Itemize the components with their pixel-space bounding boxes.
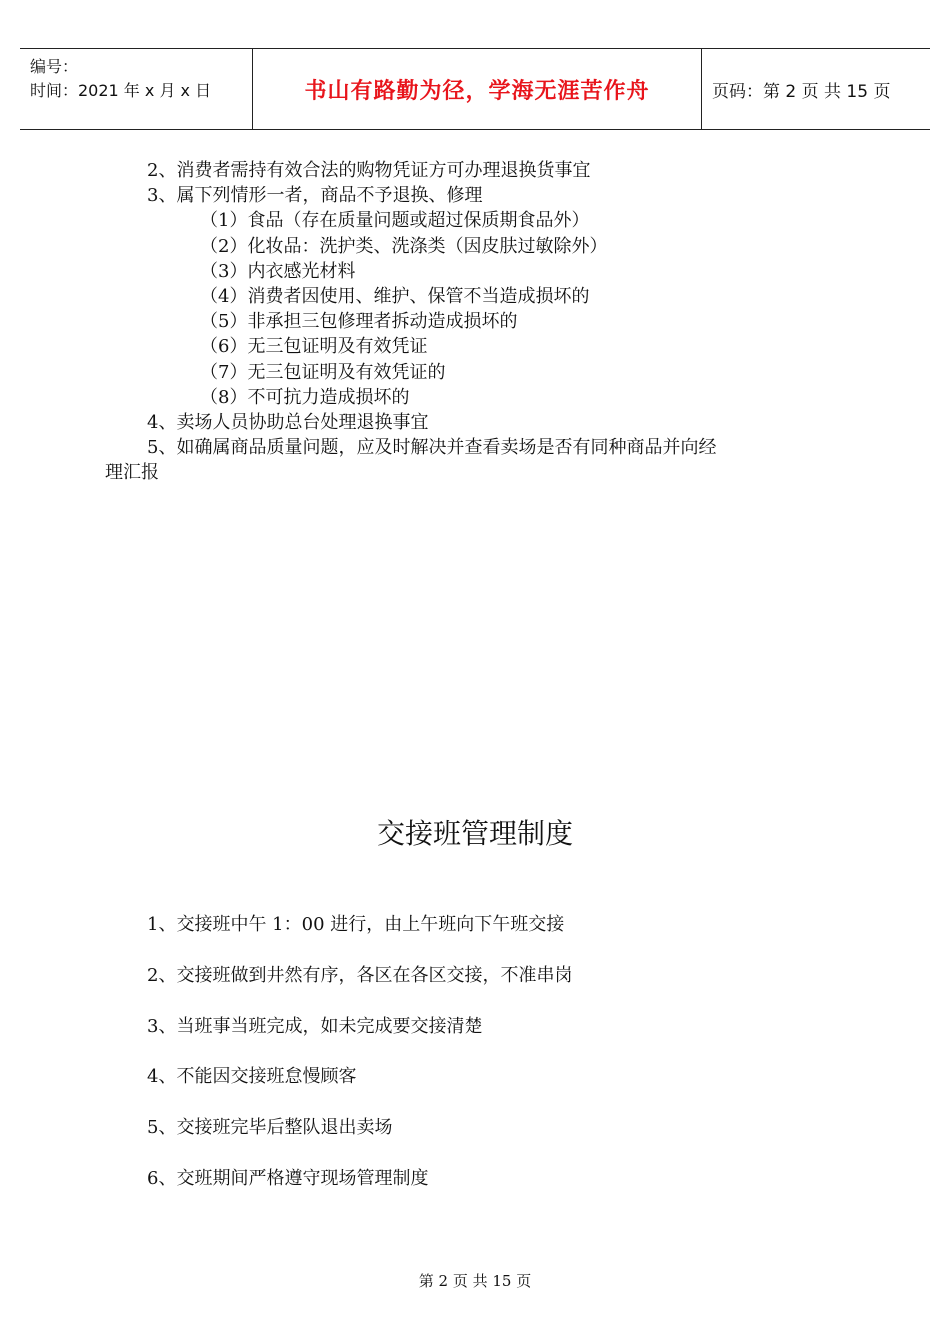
sub-list-item: （3）内衣感光材料 (200, 260, 356, 282)
sub-list-item: （4）消费者因使用、维护、保管不当造成损坏的 (200, 286, 590, 308)
rule-item: 2、交接班做到井然有序，各区在各区交接，不准串岗 (147, 964, 573, 986)
sub-list-item: （7）无三包证明及有效凭证的 (200, 361, 446, 383)
sub-list-item: （5）非承担三包修理者拆动造成损坏的 (200, 311, 518, 333)
list-item: 4、卖场人员协助总台处理退换事宜 (147, 412, 429, 434)
return-policy-section (105, 158, 865, 486)
shift-handover-rules (147, 912, 572, 1217)
rule-item: 4、不能因交接班怠慢顾客 (147, 1066, 357, 1088)
list-item-continuation: 理汇报 (105, 462, 159, 484)
page-footer: 第 2 页 共 15 页 (418, 1272, 532, 1290)
rule-item: 3、当班事当班完成，如未完成要交接清楚 (147, 1015, 483, 1037)
sub-list-item: （8）不可抗力造成损坏的 (200, 386, 410, 408)
list-item: 2、消费者需持有效合法的购物凭证方可办理退换货事宜 (147, 160, 591, 181)
sub-list-item: （2）化妆品：洗护类、洗涤类（因皮肤过敏除外） (200, 235, 608, 257)
header-page-cell (702, 49, 930, 129)
header-left-cell (20, 49, 252, 129)
page-header (20, 48, 930, 130)
header-page-label: 页码：第 2 页 共 15 页 (712, 81, 891, 102)
list-item: 3、属下列情形一者，商品不予退换、修理 (147, 185, 483, 207)
header-motto: 书山有路勤为径，学海无涯苦作舟 (304, 78, 650, 104)
section-title: 交接班管理制度 (376, 817, 573, 850)
document-time-label: 时间：2021 年 x 月 x 日 (30, 81, 212, 100)
rule-item: 6、交班期间严格遵守现场管理制度 (147, 1167, 429, 1189)
sub-list-item: （6）无三包证明及有效凭证 (200, 336, 428, 358)
sub-list-item: （1）食品（存在质量问题或超过保质期食品外） (200, 210, 590, 232)
list-item: 5、如确属商品质量问题，应及时解决并查看卖场是否有同种商品并向经 (147, 437, 717, 459)
document-number-label: 编号： (30, 57, 79, 76)
header-motto-cell (252, 49, 702, 129)
rule-item: 5、交接班完毕后整队退出卖场 (147, 1117, 393, 1139)
rule-item: 1、交接班中午 1：00 进行，由上午班向下午班交接 (147, 914, 565, 935)
